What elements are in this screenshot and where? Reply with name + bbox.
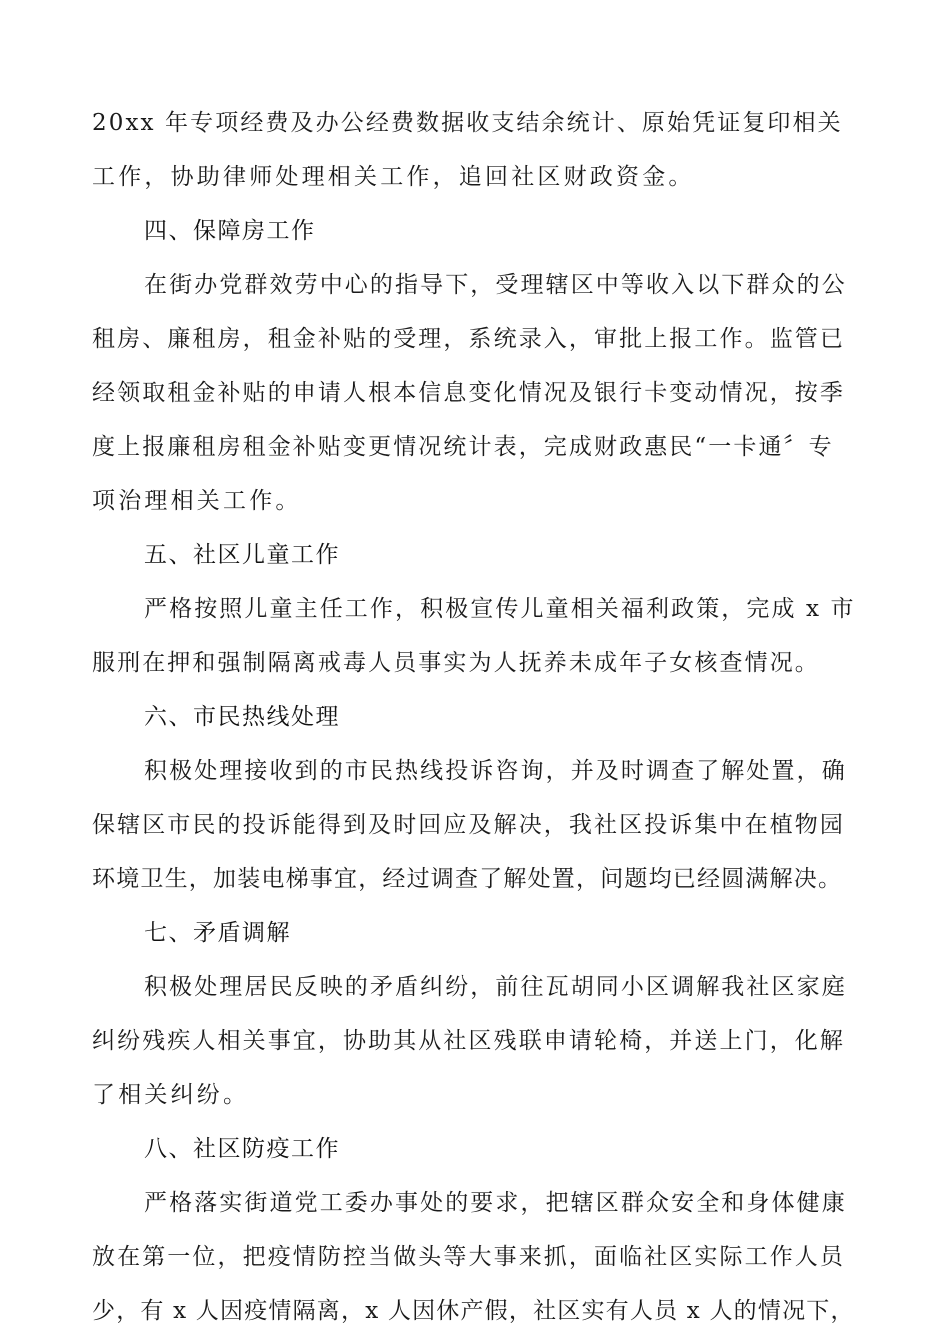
paragraph-line: 项治理相关工作。 [92, 488, 302, 514]
section-heading: 七、矛盾调解 [144, 920, 291, 946]
document-body [92, 96, 868, 1338]
paragraph-line: 租房、廉租房，租金补贴的受理，系统录入，审批上报工作。监管已 [92, 326, 845, 352]
paragraph-line: 保辖区市民的投诉能得到及时回应及解决，我社区投诉集中在植物园 [92, 812, 845, 838]
paragraph-line: 服刑在押和强制隔离戒毒人员事实为人抚养未成年子女核查情况。 [92, 650, 820, 676]
paragraph-line: 严格按照儿童主任工作，积极宣传儿童相关福利政策，完成 x 市 [144, 596, 856, 622]
paragraph-line: 了相关纠纷。 [92, 1082, 250, 1108]
paragraph-line: 20xx 年专项经费及办公经费数据收支结余统计、原始凭证复印相关 [92, 110, 843, 136]
section-heading: 五、社区儿童工作 [144, 542, 340, 568]
section-heading: 四、保障房工作 [144, 218, 316, 244]
section-heading: 八、社区防疫工作 [144, 1136, 340, 1162]
paragraph-line: 积极处理接收到的市民热线投诉咨询，并及时调查了解处置，确 [144, 758, 847, 784]
paragraph-line: 放在第一位，把疫情防控当做头等大事来抓，面临社区实际工作人员 [92, 1244, 845, 1270]
paragraph-line: 少，有 x 人因疫情隔离，x 人因休产假，社区实有人员 x 人的情况下， [92, 1298, 855, 1324]
paragraph-line: 积极处理居民反映的矛盾纠纷，前往瓦胡同小区调解我社区家庭 [144, 974, 847, 1000]
paragraph-line: 在街办党群效劳中心的指导下，受理辖区中等收入以下群众的公 [144, 272, 847, 298]
paragraph-line: 度上报廉租房租金补贴变更情况统计表，完成财政惠民“一卡通〞专 [92, 434, 834, 460]
paragraph-line: 严格落实街道党工委办事处的要求，把辖区群众安全和身体健康 [144, 1190, 847, 1216]
paragraph-line: 工作，协助律师处理相关工作，追回社区财政资金。 [92, 164, 695, 190]
paragraph-line: 环境卫生，加装电梯事宜，经过调查了解处置，问题均已经圆满解决。 [92, 866, 843, 892]
section-heading: 六、市民热线处理 [144, 704, 340, 730]
paragraph-line: 经领取租金补贴的申请人根本信息变化情况及银行卡变动情况，按季 [92, 380, 845, 406]
paragraph-line: 纠纷残疾人相关事宜，协助其从社区残联申请轮椅，并送上门，化解 [92, 1028, 845, 1054]
